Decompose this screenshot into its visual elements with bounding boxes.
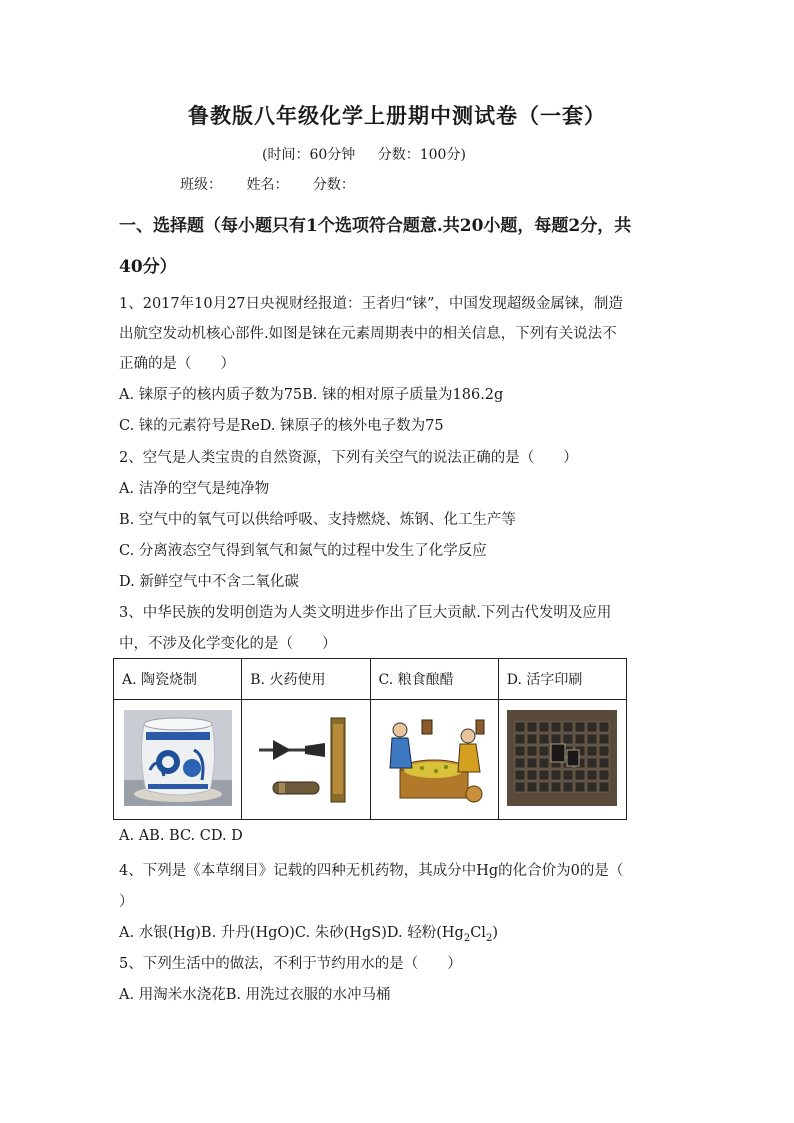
q3-stem-1: 3、中华民族的发明创造为人类文明进步作出了巨大贡献.下列古代发明及应用: [119, 605, 612, 621]
total-score: 分数：100分): [377, 147, 466, 163]
q3-option-d-label: D. 活字印刷: [498, 659, 626, 700]
q3-option-a-label: A. 陶瓷烧制: [114, 659, 242, 700]
q2-stem: 2、空气是人类宝贵的自然资源，下列有关空气的说法正确的是（ ）: [119, 450, 578, 466]
q4-options: [119, 921, 498, 944]
name-label: 姓名：: [246, 177, 289, 193]
q3-option-c-label: C. 粮食酿醋: [370, 659, 498, 700]
q1-stem-1: 1、2017年10月27日央视财经报道：王者归“铼”，中国发现超级金属铼，制造: [119, 296, 623, 312]
q4-options-cl: Cl: [470, 925, 486, 941]
q3-option-b-label: B. 火药使用: [242, 659, 370, 700]
vinegar-brewing-image: [382, 710, 486, 806]
class-label: 班级：: [180, 177, 222, 193]
section-heading: 一、选择题（每小题只有1个选项符合题意.共20小题，每题2分，共: [119, 216, 632, 236]
porcelain-jar-image: [124, 710, 232, 806]
q5-options: A. 用淘米水浇花B. 用洗过衣服的水冲马桶: [119, 987, 391, 1003]
page-title: 鲁教版八年级化学上册期中测试卷（一套）: [188, 103, 606, 128]
q2-option-d: D. 新鲜空气中不含二氧化碳: [119, 574, 299, 590]
gunpowder-arrow-image: [251, 710, 361, 806]
score-label: 分数：: [312, 177, 355, 193]
section-heading-cont: 40分）: [119, 257, 177, 277]
q1-option-ab: A. 铼原子的核内质子数为75B. 铼的相对原子质量为186.2g: [119, 387, 504, 403]
q3-stem-2: 中，不涉及化学变化的是（ ）: [119, 636, 337, 652]
q3-option-c-image-cell: [370, 700, 498, 820]
q2-option-c: C. 分离液态空气得到氧气和氮气的过程中发生了化学反应: [119, 543, 487, 559]
time-limit: (时间：60分钟: [262, 147, 356, 163]
q3-option-a-image-cell: [114, 700, 242, 820]
q1-stem-2: 出航空发动机核心部件.如图是铼在元素周期表中的相关信息，下列有关说法不: [119, 326, 617, 342]
q3-options-table: [113, 658, 627, 820]
q3-option-b-image-cell: [242, 700, 370, 820]
q4-options-text: A. 水银(Hg)B. 升丹(HgO)C. 朱砂(HgS)D. 轻粉(Hg: [119, 925, 464, 941]
q4-subscript-2: 2: [485, 932, 493, 944]
q3-answer-options: A. AB. BC. CD. D: [119, 828, 243, 844]
q1-stem-3: 正确的是（ ）: [119, 356, 235, 372]
q4-options-close: ): [492, 925, 498, 941]
q4-stem-1: 4、下列是《本草纲目》记载的四种无机药物，其成分中Hg的化合价为0的是（: [119, 863, 624, 879]
q2-option-a: A. 洁净的空气是纯净物: [119, 481, 270, 497]
q4-subscript-1: 2: [463, 932, 471, 944]
q2-option-b: B. 空气中的氧气可以供给呼吸、支持燃烧、炼钢、化工生产等: [119, 512, 516, 528]
q5-stem: 5、下列生活中的做法，不利于节约用水的是（ ）: [119, 956, 462, 972]
q1-option-cd: C. 铼的元素符号是ReD. 铼原子的核外电子数为75: [119, 418, 444, 434]
student-info: [180, 174, 375, 194]
movable-type-image: [507, 710, 617, 806]
exam-meta: [262, 144, 484, 164]
q3-option-d-image-cell: [498, 700, 626, 820]
q4-stem-2: ）: [119, 894, 134, 910]
